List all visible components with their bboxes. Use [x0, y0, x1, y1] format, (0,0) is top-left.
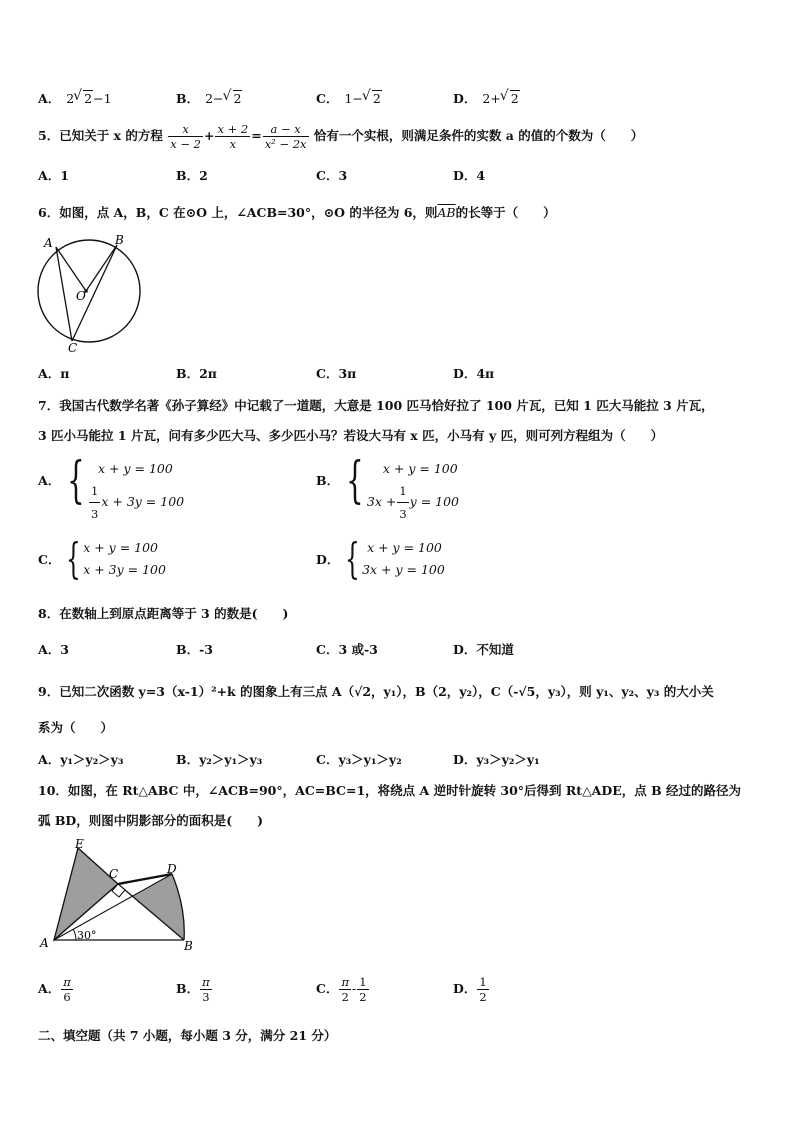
- q10-option-a: A． $\frac{\pi}{6}$: [38, 975, 71, 1004]
- q10-label-a: A: [40, 936, 49, 950]
- q9-stem-line1: 9．已知二次函数 y=3（x-1）²+k 的图象上有三点 A（√2，y₁），B（2，y₂），C（-√5，y₃），则 y₁、y₂、y₃ 的大小关: [38, 684, 714, 699]
- q7-option-a: A． { x + y = 100 $\frac{1}{3}$ x + 3y = 100: [38, 451, 185, 521]
- q4-option-a: A． 2 √ 2−1: [38, 89, 112, 107]
- q10-rotation-figure: [38, 836, 200, 952]
- q4-option-d: D． 2+ √ 2: [453, 89, 520, 107]
- q9-option-c: C．y₃＞y₁＞y₂: [316, 752, 402, 767]
- q9-option-b: B．y₂＞y₁＞y₃: [176, 752, 263, 767]
- q6-label-a: A: [44, 236, 53, 250]
- q6-label-c: C: [68, 341, 78, 354]
- q6-label-b: B: [115, 233, 124, 247]
- q7-option-b: B． { x + y = 100 3x + $\frac{1}{3}$ y = 100: [316, 451, 460, 521]
- q6-option-c: C．3π: [316, 366, 357, 381]
- q6-stem: 6．如图，点 A，B，C 在⊙O 上，∠ACB=30°，⊙O 的半径为 6，则$\overline{AB}$的长等于（ ）: [38, 205, 556, 220]
- q6-label-o: O: [76, 289, 86, 303]
- q8-stem: 8．在数轴上到原点距离等于 3 的数是( ): [38, 606, 289, 621]
- q5-option-d: D．4: [453, 168, 486, 183]
- q9-option-d: D．y₃＞y₂＞y₁: [453, 752, 540, 767]
- q10-stem-line1: 10．如图，在 Rt△ABC 中，∠ACB=90°，AC=BC=1，将绕点 A 逆时针旋转 30°后得到 Rt△ADE，点 B 经过的路径为: [38, 783, 742, 798]
- q10-label-e: E: [75, 837, 84, 851]
- q9-option-a: A．y₁＞y₂＞y₃: [38, 752, 124, 767]
- q10-option-c: C． $\frac{\pi}{2}$ - $\frac{1}{2}$: [316, 975, 367, 1004]
- q10-label-angle: 30°: [77, 929, 97, 942]
- q6-option-a: A．π: [38, 366, 70, 381]
- q5-option-b: B．2: [176, 168, 208, 183]
- q10-label-b: B: [184, 939, 193, 952]
- q6-option-d: D．4π: [453, 366, 495, 381]
- q5-option-c: C．3: [316, 168, 348, 183]
- q10-option-b: B． $\frac{\pi}{3}$: [176, 975, 210, 1004]
- q10-label-d: D: [167, 862, 177, 876]
- q5-option-a: A．1: [38, 168, 69, 183]
- q10-stem-line2: 弧 BD，则图中阴影部分的面积是( ): [38, 813, 264, 828]
- q8-option-c: C．3 或-3: [316, 642, 378, 657]
- q8-option-a: A．3: [38, 642, 69, 657]
- q7-stem-line1: 7．我国古代数学名著《孙子算经》中记载了一道题，大意是 100 匹马恰好拉了 100 片瓦，已知 1 匹大马能拉 3 片瓦，: [38, 398, 714, 413]
- q10-label-c: C: [109, 867, 119, 881]
- q4-option-b: B． 2− √ 2: [176, 89, 242, 107]
- q7-option-d: D． { x + y = 100 3x + y = 100: [316, 534, 445, 583]
- q10-option-d: D． $\frac{1}{2}$: [453, 975, 487, 1004]
- q6-circle: [38, 240, 140, 342]
- q6-circle-figure: [34, 232, 144, 354]
- section-heading: 二、填空题（共 7 小题，每小题 3 分，满分 21 分）: [38, 1028, 337, 1043]
- q8-option-d: D．不知道: [453, 642, 514, 657]
- q7-stem-line2: 3 匹小马能拉 1 片瓦，问有多少匹大马、多少匹小马？若设大马有 x 匹，小马有 y 匹，则可列方程组为（ ）: [38, 428, 664, 443]
- q7-option-c: C． { x + y = 100 x + 3y = 100: [38, 534, 166, 583]
- q4-option-c: C． 1− √ 2: [316, 89, 382, 107]
- q9-stem-line2: 系为（ ）: [38, 720, 114, 735]
- q6-option-b: B．2π: [176, 366, 217, 381]
- q5-stem: 5．已知关于 x 的方程 $\frac{x}{x - 2}$ + $\frac{x + 2}{x}$ = $\frac{a - x}{\text{x² − 2x}}$ 恰有一个实根，则满足条件的实数 a 的值的个数为（ ）: [38, 122, 644, 151]
- q8-option-b: B．-3: [176, 642, 213, 657]
